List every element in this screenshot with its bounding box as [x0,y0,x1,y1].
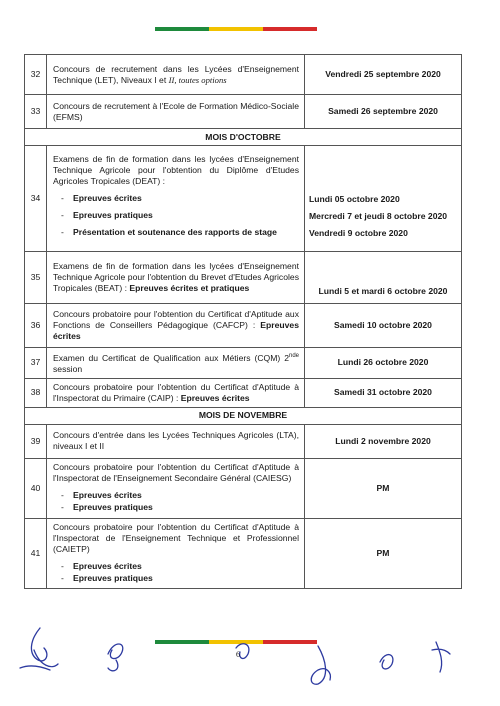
row-number: 36 [25,304,47,348]
row-number: 35 [25,252,47,304]
row-number: 38 [25,378,47,407]
row-description: Concours probatoire pour l'obtention du Certificat d'Aptitude à l'Inspectorat du Primaire (CAIP) : Epreuves écrites [47,378,305,407]
row-number: 37 [25,348,47,379]
list-item: - Epreuves écrites [53,193,299,204]
row-date: PM [305,518,462,588]
row-number: 39 [25,424,47,458]
row-number: 33 [25,95,47,129]
row-number: 34 [25,146,47,252]
table-row [25,518,462,588]
row-description: Concours d'entrée dans les Lycées Techniques Agricoles (LTA), niveaux I et II [47,424,305,458]
table-row [25,55,462,95]
row-description: Concours probatoire pour l'obtention du Certificat d'Aptitude à l'Inspectorat de l'Enseignement Technique et Professionnel (CAIETP) - Epreuves écrites - Epreuves pratiques [47,518,305,588]
month-header: MOIS D'OCTOBRE [25,129,462,146]
table-row [25,252,462,304]
row-date: Samedi 31 octobre 2020 [305,378,462,407]
row-date: Lundi 5 et mardi 6 octobre 2020 [305,252,462,304]
flag-stripe-top [155,27,317,31]
exam-schedule-table [24,54,462,589]
list-item: - Présentation et soutenance des rapports de stage [53,227,299,238]
table-row [25,304,462,348]
list-item: - Epreuves écrites [53,561,299,572]
row-date: Samedi 10 octobre 2020 [305,304,462,348]
row-description: Concours de recrutement dans les Lycées d'Enseignement Technique (LET), Niveaux I et II, toutes options [47,55,305,95]
list-item: - Epreuves pratiques [53,210,299,221]
row-date: PM [305,458,462,518]
table-row [25,424,462,458]
table-row [25,95,462,129]
handwritten-signatures [0,620,500,706]
row-description: Examen du Certificat de Qualification aux Métiers (CQM) 2nde session [47,348,305,379]
row-date: Lundi 05 octobre 2020 Mercredi 7 et jeudi 8 octobre 2020 Vendredi 9 octobre 2020 [305,146,462,252]
row-date: Vendredi 25 septembre 2020 [305,55,462,95]
row-number: 32 [25,55,47,95]
month-header-row [25,407,462,424]
row-date: Lundi 26 octobre 2020 [305,348,462,379]
row-description: Concours probatoire pour l'obtention du Certificat d'Aptitude à l'Inspectorat de l'Enseignement Secondaire Général (CAIESG) - Epreuves écrites - Epreuves pratiques [47,458,305,518]
list-item: - Epreuves pratiques [53,502,299,513]
row-description: Concours probatoire pour l'obtention du Certificat d'Aptitude aux Fonctions de Conseillers Pédagogique (CAFCP) : Epreuves écrites [47,304,305,348]
table-row [25,146,462,252]
month-header: MOIS DE NOVEMBRE [25,407,462,424]
row-number: 41 [25,518,47,588]
row-date: Lundi 2 novembre 2020 [305,424,462,458]
row-description: Examens de fin de formation dans les lycées d'Enseignement Technique Agricole pour l'obtention du Brevet d'Etudes Agricoles Tropicales (BEAT) : Epreuves écrites et pratiques [47,252,305,304]
table-row [25,348,462,379]
row-date: Samedi 26 septembre 2020 [305,95,462,129]
page-number: 6 [236,650,240,659]
table-row [25,378,462,407]
table-row [25,458,462,518]
row-number: 40 [25,458,47,518]
list-item: - Epreuves pratiques [53,573,299,584]
month-header-row [25,129,462,146]
row-description: Concours de recrutement à l'Ecole de Formation Médico-Sociale (EFMS) [47,95,305,129]
list-item: - Epreuves écrites [53,490,299,501]
row-description: Examens de fin de formation dans les lycées d'Enseignement Technique Agricole pour l'obtention du Diplôme d'Etudes Agricoles Tropicales (DEAT) : - Epreuves écrites - Epreuves pratiques - Présentation et soutenance des rapports de stage [47,146,305,252]
